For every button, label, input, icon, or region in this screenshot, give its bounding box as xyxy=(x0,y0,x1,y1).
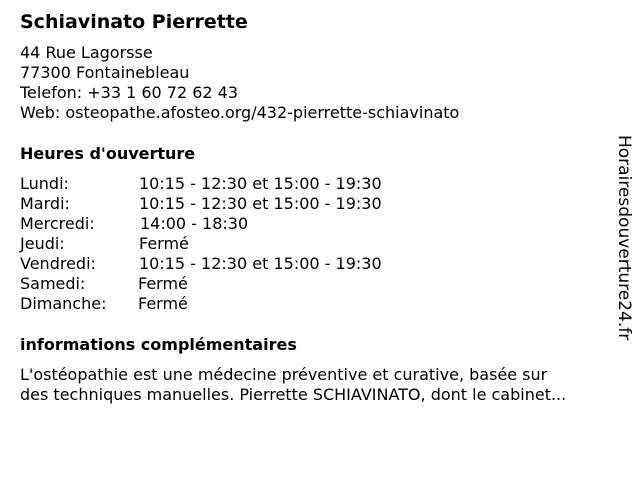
description-line-1: L'ostéopathie est une médecine préventive et curative, basée sur xyxy=(20,365,548,384)
day-label: Lundi: xyxy=(20,174,69,193)
day-label: Samedi: xyxy=(20,274,86,293)
info-section-title: informations complémentaires xyxy=(20,335,297,354)
time-value: Fermé xyxy=(138,274,188,293)
time-value: Fermé xyxy=(139,234,189,253)
day-label: Mardi: xyxy=(20,194,70,213)
city-line: 77300 Fontainebleau xyxy=(20,63,190,82)
phone-line: Telefon: +33 1 60 72 62 43 xyxy=(20,83,239,102)
description-text xyxy=(20,365,618,405)
day-label: Vendredi: xyxy=(20,254,96,273)
time-value: 14:00 - 18:30 xyxy=(140,214,249,233)
time-value: 10:15 - 12:30 et 15:00 - 19:30 xyxy=(139,254,382,273)
day-label: Jeudi: xyxy=(20,234,65,253)
day-label: Mercredi: xyxy=(20,214,95,233)
description-line-2: des techniques manuelles. Pierrette SCHIAVINATO, dont le cabinet... xyxy=(20,385,567,404)
business-name: Schiavinato Pierrette xyxy=(20,11,248,33)
day-label: Dimanche: xyxy=(20,294,107,313)
street-address: 44 Rue Lagorsse xyxy=(20,43,153,62)
hours-section-title: Heures d'ouverture xyxy=(20,144,196,163)
site-watermark: Horairesdouverture24.fr xyxy=(614,135,634,341)
time-value: 10:15 - 12:30 et 15:00 - 19:30 xyxy=(139,194,382,213)
address-block xyxy=(20,43,459,123)
time-value: Fermé xyxy=(138,294,188,313)
time-value: 10:15 - 12:30 et 15:00 - 19:30 xyxy=(139,174,382,193)
website-line: Web: osteopathe.afosteo.org/432-pierrette-schiavinato xyxy=(20,103,460,122)
